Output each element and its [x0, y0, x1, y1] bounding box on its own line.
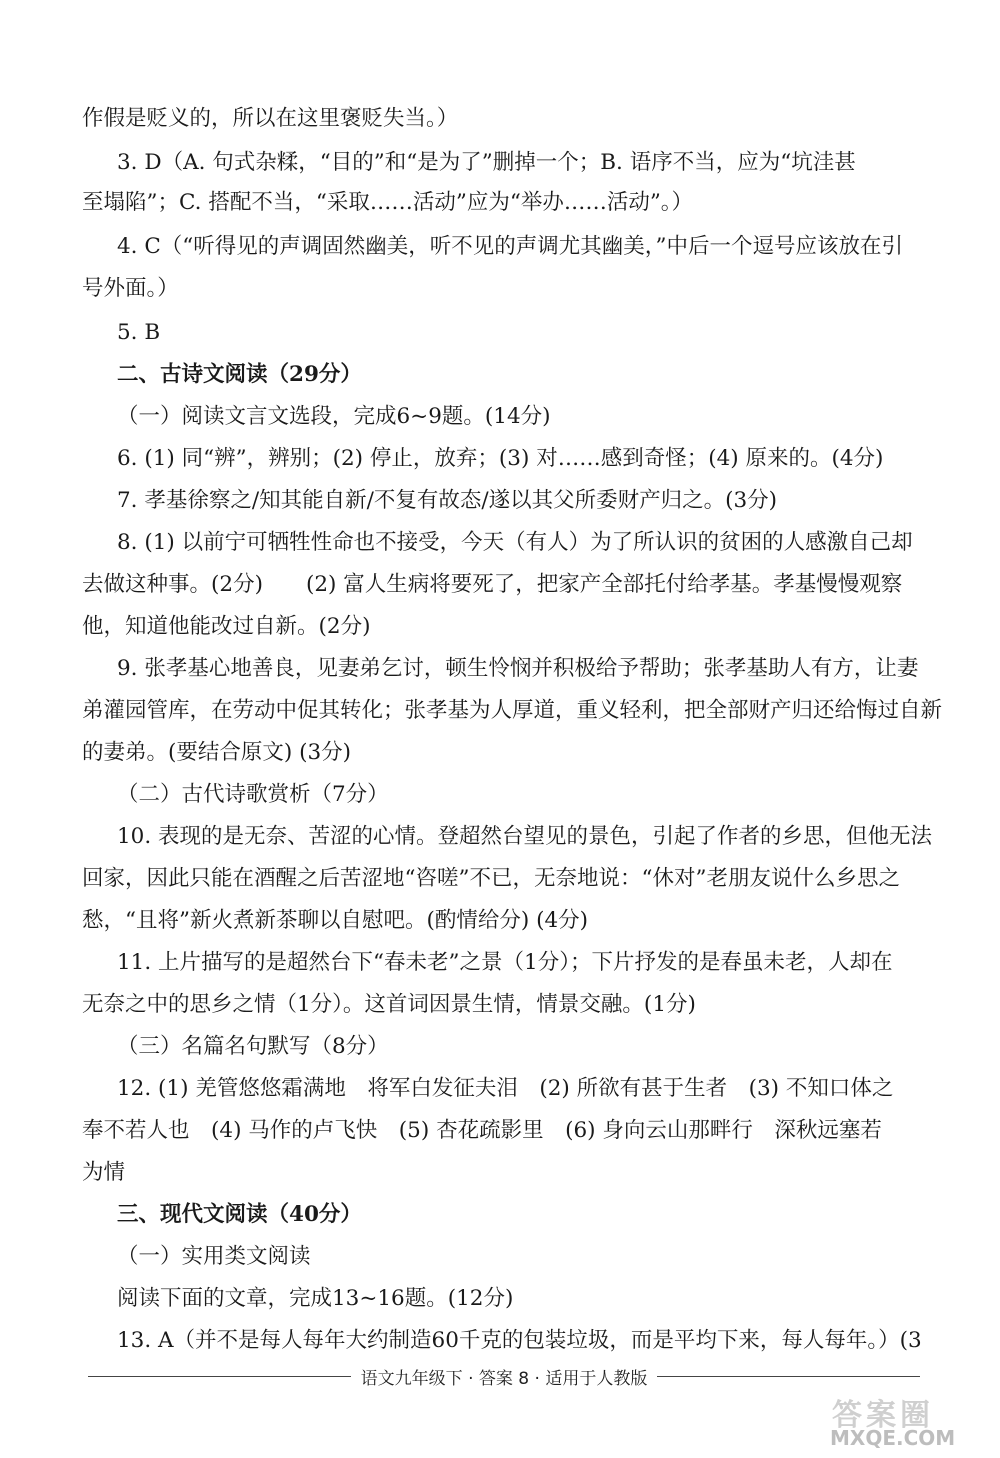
watermark-url: MXQE.COM: [830, 1426, 956, 1450]
text-line: 去做这种事。(2分) (2) 富人生病将要死了，把家产全部托付给孝基。孝基慢慢观察: [82, 572, 903, 597]
text-line: 4. C（“听得见的声调固然幽美，听不见的声调尤其幽美，”中后一个逗号应该放在引: [117, 234, 904, 259]
text-line: 回家，因此只能在酒醒之后苦涩地“咨嗟”不已，无奈地说：“休对”老朋友说什么乡思之: [82, 866, 900, 891]
text-line: 阅读下面的文章，完成13~16题。(12分): [117, 1286, 514, 1311]
text-line: 3. D（A. 句式杂糅，“目的”和“是为了”删掉一个；B. 语序不当，应为“坑洼甚: [117, 150, 856, 175]
watermark-logo: [818, 1396, 988, 1452]
text-line: 弟灌园管库，在劳动中促其转化；张孝基为人厚道，重义轻利，把全部财产归还给悔过自新: [82, 698, 943, 723]
text-line: 10. 表现的是无奈、苦涩的心情。登超然台望见的景色，引起了作者的乡思，但他无法: [117, 824, 933, 849]
watermark-seal: 答案圈: [832, 1398, 934, 1433]
text-line: （一）实用类文阅读: [117, 1244, 311, 1269]
text-line: 13. A（并不是每人每年大约制造60千克的包装垃圾，而是平均下来，每人每年。）(3: [117, 1328, 922, 1353]
text-line: 为情: [82, 1160, 126, 1185]
text-line: 他，知道他能改过自新。(2分): [82, 614, 371, 639]
text-line: 号外面。）: [82, 276, 179, 301]
text-line: 奉不若人也 (4) 马作的卢飞快 (5) 杏花疏影里 (6) 身向云山那畔行 深秋远塞若: [82, 1118, 882, 1143]
text-line: 的妻弟。(要结合原文) (3分): [82, 740, 352, 765]
text-line: 8. (1) 以前宁可牺牲性命也不接受，今天（有人）为了所认识的贫困的人感激自己却: [117, 530, 913, 555]
text-line: （一）阅读文言文选段，完成6~9题。(14分): [117, 404, 551, 429]
text-line: （二）古代诗歌赏析（7分）: [117, 782, 389, 807]
text-line: 三、现代文阅读（40分）: [117, 1202, 362, 1227]
text-line: 5. B: [117, 320, 161, 345]
text-line: 11. 上片描写的是超然台下“春未老”之景（1分）；下片抒发的是春虽未老，人却在: [117, 950, 893, 975]
text-line: 6. (1) 同“辨”，辨别；(2) 停止，放弃；(3) 对……感到奇怪；(4) 原来的。(4分): [117, 446, 884, 471]
text-line: （三）名篇名句默写（8分）: [117, 1034, 389, 1059]
footer-rule-left: [88, 1376, 351, 1377]
footer-rule-right: [657, 1376, 920, 1377]
text-line: 无奈之中的思乡之情（1分）。这首词因景生情，情景交融。(1分): [82, 992, 696, 1017]
page-footer: [88, 1364, 920, 1389]
text-line: 二、古诗文阅读（29分）: [117, 362, 362, 387]
text-line: 7. 孝基徐察之/知其能自新/不复有故态/遂以其父所委财产归之。(3分): [117, 488, 778, 513]
text-line: 愁，“且将”新火煮新茶聊以自慰吧。(酌情给分) (4分): [82, 908, 589, 933]
text-line: 9. 张孝基心地善良，见妻弟乞讨，顿生怜悯并积极给予帮助；张孝基助人有方，让妻: [117, 656, 919, 681]
text-line: 12. (1) 羌管悠悠霜满地 将军白发征夫泪 (2) 所欲有甚于生者 (3) 不知口体之: [117, 1076, 894, 1101]
text-line: 至塌陷”；C. 搭配不当，“采取……活动”应为“举办……活动”。）: [82, 190, 694, 215]
footer-text: 语文九年级下 · 答案 8 · 适用于人教版: [360, 1369, 648, 1389]
text-line: 作假是贬义的，所以在这里褒贬失当。）: [82, 106, 459, 131]
